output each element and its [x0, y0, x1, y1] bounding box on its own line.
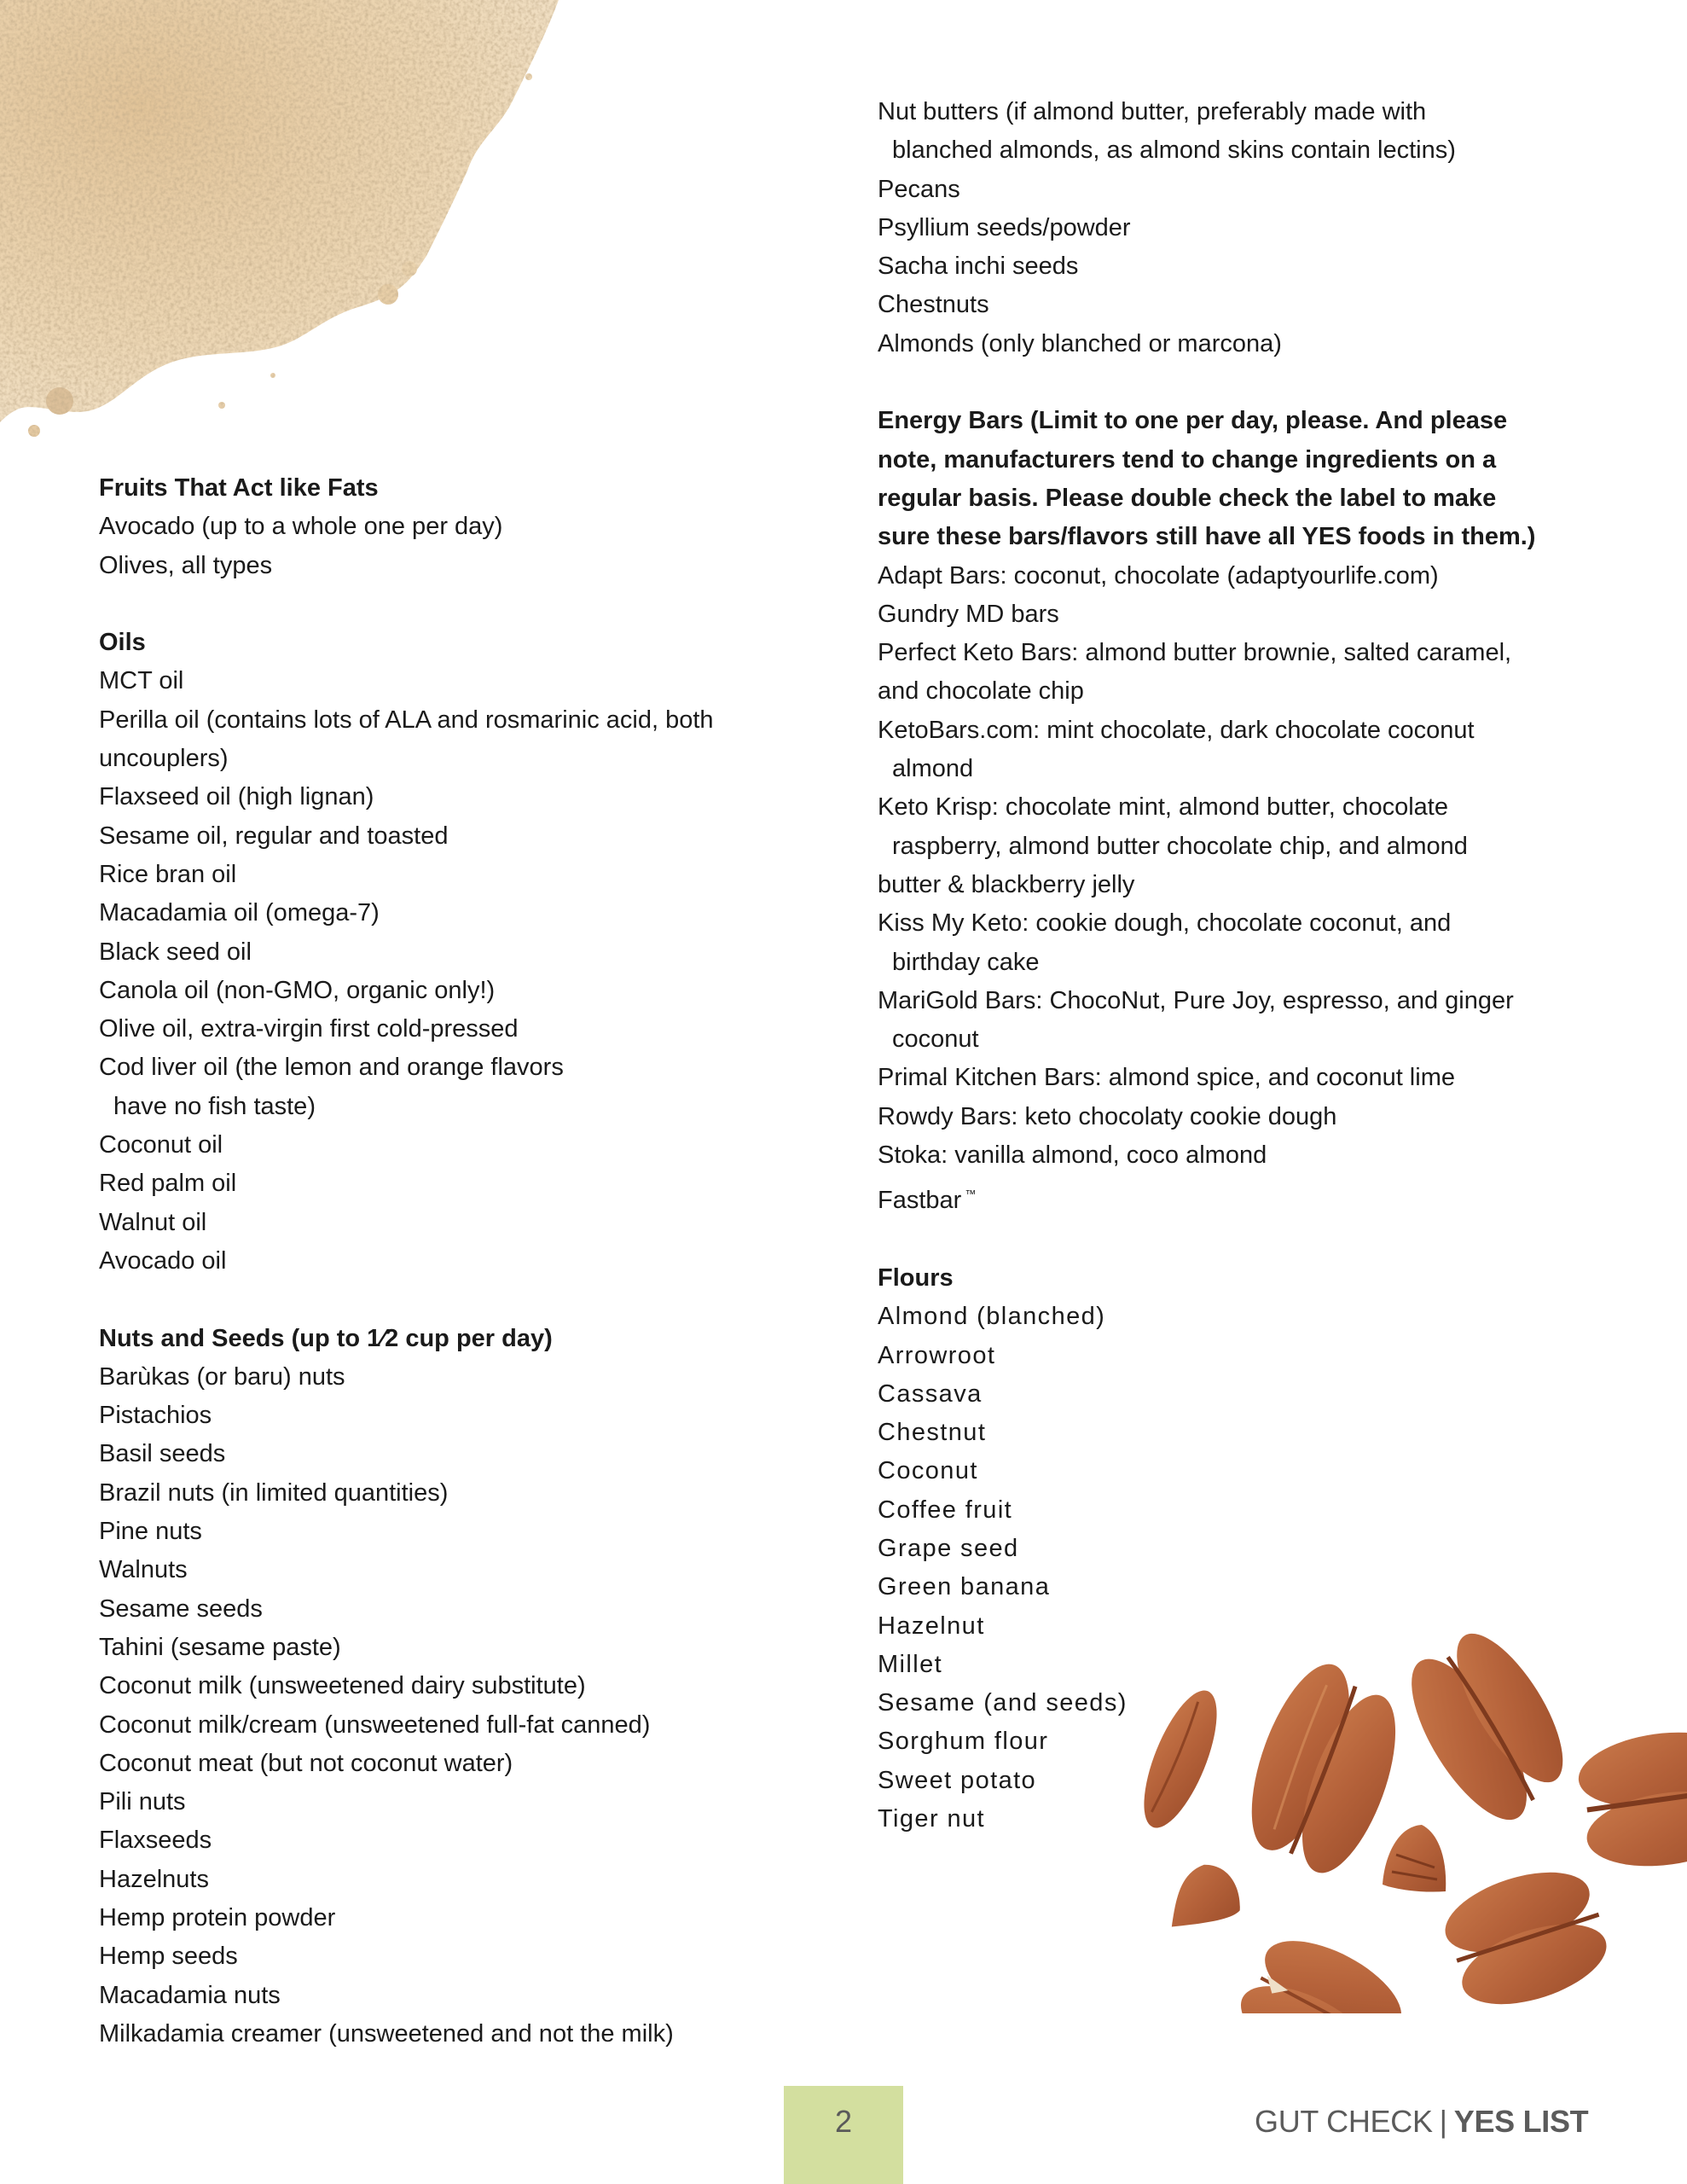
- list-item-text: [99, 856, 849, 894]
- item-text: Coconut: [878, 1457, 978, 1485]
- list-item-text: [878, 1684, 1628, 1722]
- list-item-text: [99, 1204, 849, 1242]
- list-item-text: [878, 1098, 1628, 1136]
- section-heading: Energy Bars (Limit to one per day, please. And please: [878, 407, 1508, 435]
- list-item-text: [878, 1800, 1628, 1838]
- list-item: [99, 1204, 849, 1242]
- item-text: Pistachios: [99, 1402, 212, 1430]
- list-item: [878, 93, 1628, 171]
- list-item: [99, 1899, 849, 1937]
- list-item-text: [99, 817, 849, 856]
- list-item: [99, 1165, 849, 1203]
- item-text: Adapt Bars: coconut, chocolate (adaptyourlife.com): [878, 561, 1439, 590]
- right-column: [878, 93, 1628, 1838]
- list-item: [878, 1452, 1628, 1490]
- pecan-piece-small: [1162, 1860, 1243, 1929]
- item-text: Coconut milk/cream (unsweetened full-fat canned): [99, 1711, 651, 1739]
- footer-title-bold: YES LIST: [1453, 2104, 1589, 2139]
- list-item-text: [878, 1298, 1628, 1336]
- item-text: Cod liver oil (the lemon and orange flavors: [99, 1054, 564, 1082]
- list-item-text: [99, 1048, 849, 1087]
- list-item: [99, 1010, 849, 1048]
- item-text: Olives, all types: [99, 551, 273, 579]
- item-text: Walnuts: [99, 1556, 188, 1584]
- item-text: Sesame (and seeds): [878, 1689, 1128, 1717]
- list-item-text: [99, 1821, 849, 1860]
- item-text: Tiger nut: [878, 1805, 985, 1833]
- list-item-text: [99, 1010, 849, 1048]
- list-item-text: [878, 1136, 1628, 1175]
- list-item-text: [99, 1126, 849, 1165]
- list-item-continuation: [878, 1020, 1628, 1059]
- list-item-text: [99, 972, 849, 1010]
- list-item: [878, 1568, 1628, 1606]
- item-text: Hazelnuts: [99, 1865, 209, 1893]
- list-item-text: [99, 547, 849, 585]
- list-item-text: [878, 982, 1628, 1020]
- item-text: Coconut oil: [99, 1131, 223, 1159]
- list-item: [99, 1706, 849, 1745]
- list-item-text: [99, 508, 849, 546]
- list-item: [99, 1358, 849, 1397]
- list-item-text: [878, 1059, 1628, 1097]
- list-item-text: [99, 1667, 849, 1705]
- list-item-continuation: [99, 740, 849, 778]
- list-item: [878, 1762, 1628, 1800]
- list-item-text: [99, 1861, 849, 1899]
- item-text: Sacha inchi seeds: [878, 253, 1079, 281]
- list-item-text: [878, 1175, 1628, 1220]
- item-text: Green banana: [878, 1573, 1051, 1601]
- item-text: MariGold Bars: ChocoNut, Pure Joy, espresso, and ginger: [878, 986, 1514, 1014]
- list-item-text: [99, 662, 849, 700]
- item-text: Arrowroot: [878, 1341, 996, 1369]
- list-item-text: [99, 1745, 849, 1783]
- list-item: [99, 778, 849, 816]
- item-text: KetoBars.com: mint chocolate, dark chocolate coconut: [878, 716, 1475, 744]
- list-item: [878, 1298, 1628, 1336]
- list-item-text: [99, 1937, 849, 1976]
- list-item-text: [878, 1762, 1628, 1800]
- list-item-text: [878, 1607, 1628, 1646]
- list-item: [99, 1745, 849, 1783]
- list-item-continuation: [878, 866, 1628, 904]
- section-heading: Oils: [99, 629, 146, 657]
- list-item-text: [878, 1414, 1628, 1452]
- list-item: [99, 662, 849, 700]
- list-item-text: [878, 712, 1628, 750]
- page-number: 2: [834, 2104, 853, 2139]
- item-text: Flaxseed oil (high lignan): [99, 783, 374, 811]
- item-text: Red palm oil: [99, 1170, 237, 1198]
- list-item: [878, 209, 1628, 247]
- item-text: Cassava: [878, 1380, 983, 1408]
- list-item: [878, 1722, 1628, 1761]
- item-text: Olive oil, extra-virgin first cold-pressed: [99, 1015, 519, 1043]
- list-item: [878, 982, 1628, 1060]
- section-nuts-and-seeds: [99, 1320, 849, 2054]
- list-item: [99, 894, 849, 932]
- list-item-text: [99, 894, 849, 932]
- list-item-text: [99, 1474, 849, 1513]
- item-text: Almond (blanched): [878, 1303, 1106, 1331]
- list-item: [99, 1861, 849, 1899]
- list-item: [878, 634, 1628, 712]
- item-text: Walnut oil: [99, 1208, 207, 1236]
- item-text: Macadamia nuts: [99, 1981, 281, 2009]
- list-item: [99, 1242, 849, 1281]
- list-item-text: [878, 788, 1628, 827]
- item-text: Avocado oil: [99, 1246, 227, 1275]
- item-text: Keto Krisp: chocolate mint, almond butter, chocolate: [878, 793, 1448, 822]
- trademark-symbol: ™: [965, 1188, 977, 1201]
- item-text: Hemp seeds: [99, 1943, 238, 1971]
- item-text: Almonds (only blanched or marcona): [878, 329, 1282, 357]
- list-item: [878, 1530, 1628, 1568]
- item-text: birthday cake: [892, 948, 1040, 976]
- item-text: blanched almonds, as almond skins contain lectins): [892, 136, 1456, 165]
- list-item: [99, 547, 849, 585]
- list-item-text: [878, 209, 1628, 247]
- list-item-text: [878, 1722, 1628, 1761]
- list-item-text: [878, 1646, 1628, 1684]
- list-item-text: [878, 1568, 1628, 1606]
- page-number-badge: [784, 2086, 903, 2184]
- item-text: Kiss My Keto: cookie dough, chocolate coconut, and: [878, 909, 1452, 938]
- section-oils: [99, 624, 849, 1281]
- item-text: almond: [892, 755, 974, 783]
- item-text: Pine nuts: [99, 1518, 202, 1546]
- list-item-text: [878, 286, 1628, 324]
- list-item: [878, 1375, 1628, 1414]
- item-text: Fastbar: [878, 1187, 962, 1215]
- item-text: Coconut meat (but not coconut water): [99, 1749, 513, 1777]
- item-text: Primal Kitchen Bars: almond spice, and coconut lime: [878, 1064, 1455, 1092]
- list-item: [99, 1397, 849, 1435]
- list-item: [99, 1783, 849, 1821]
- list-item: [878, 1607, 1628, 1646]
- list-item: [878, 1800, 1628, 1838]
- list-item: [99, 1937, 849, 1976]
- item-text: butter & blackberry jelly: [878, 870, 1135, 898]
- item-text: Brazil nuts (in limited quantities): [99, 1478, 449, 1507]
- almond-flour-image: [0, 0, 597, 444]
- list-item-text: [99, 1977, 849, 2015]
- section-heading: Nuts and Seeds (up to 1⁄2 cup per day): [99, 1324, 553, 1352]
- list-item: [878, 171, 1628, 209]
- list-item: [878, 1059, 1628, 1097]
- list-item-text: [878, 904, 1628, 943]
- footer-title-regular: GUT CHECK: [1255, 2104, 1433, 2139]
- list-item-text: [878, 93, 1628, 131]
- list-item: [99, 2015, 849, 2053]
- list-item: [99, 1821, 849, 1860]
- item-text: Coffee fruit: [878, 1496, 1013, 1524]
- item-text: Gundry MD bars: [878, 600, 1059, 628]
- pecan-middle: [1435, 1856, 1618, 2013]
- list-item-text: [878, 1491, 1628, 1530]
- list-item: [99, 1048, 849, 1126]
- list-item-text: [99, 701, 849, 740]
- section-heading: Fruits That Act like Fats: [99, 474, 379, 502]
- list-item-text: [878, 171, 1628, 209]
- item-text: Macadamia oil (omega-7): [99, 899, 380, 927]
- list-item-text: [878, 325, 1628, 363]
- list-item: [878, 1175, 1628, 1220]
- list-item: [878, 595, 1628, 634]
- list-item-text: [99, 1513, 849, 1551]
- list-item: [878, 904, 1628, 982]
- item-text: Hemp protein powder: [99, 1903, 336, 1931]
- list-item: [99, 1126, 849, 1165]
- item-text: Perilla oil (contains lots of ALA and rosmarinic acid, both: [99, 706, 714, 734]
- list-item-text: [878, 247, 1628, 286]
- item-text: Coconut milk (unsweetened dairy substitute): [99, 1672, 586, 1700]
- item-text: Sesame seeds: [99, 1594, 263, 1623]
- item-text: Barùkas (or baru) nuts: [99, 1362, 345, 1391]
- item-text: Pecans: [878, 175, 960, 203]
- list-item: [878, 712, 1628, 789]
- list-item: [99, 701, 849, 779]
- item-text: have no fish taste): [113, 1092, 316, 1120]
- item-text: Tahini (sesame paste): [99, 1633, 341, 1661]
- list-item-text: [99, 1629, 849, 1667]
- item-text: Chestnuts: [878, 291, 989, 319]
- list-item-continuation: [878, 750, 1628, 788]
- section-flours: [878, 1259, 1628, 1838]
- list-item: [99, 1551, 849, 1589]
- list-item-text: [99, 1590, 849, 1629]
- list-item: [878, 1136, 1628, 1175]
- list-item-text: [878, 1375, 1628, 1414]
- item-text: coconut: [892, 1025, 979, 1054]
- item-text: Chestnut: [878, 1419, 987, 1447]
- list-item: [99, 856, 849, 894]
- footer-separator: |: [1439, 2104, 1447, 2139]
- item-text: Sesame oil, regular and toasted: [99, 822, 449, 850]
- list-item-continuation: [878, 672, 1628, 711]
- list-item: [878, 247, 1628, 286]
- list-item: [99, 1590, 849, 1629]
- list-item-text: [878, 557, 1628, 595]
- list-item-continuation: [99, 1088, 849, 1126]
- list-item-text: [99, 1551, 849, 1589]
- section-heading: Flours: [878, 1263, 954, 1292]
- left-column: [99, 469, 849, 2053]
- item-text: Nut butters (if almond butter, preferably made with: [878, 98, 1427, 125]
- list-item-text: [99, 1397, 849, 1435]
- section-heading: regular basis. Please double check the label to make: [878, 484, 1497, 512]
- list-item: [878, 1684, 1628, 1722]
- list-item-continuation: [878, 131, 1628, 170]
- footer-title: [1255, 2104, 1588, 2140]
- list-item: [878, 1491, 1628, 1530]
- item-text: MCT oil: [99, 667, 184, 695]
- item-text: Rowdy Bars: keto chocolaty cookie dough: [878, 1102, 1337, 1130]
- item-text: Millet: [878, 1650, 943, 1678]
- item-text: Flaxseeds: [99, 1827, 212, 1855]
- list-item: [99, 933, 849, 972]
- item-text: Sorghum flour: [878, 1728, 1049, 1756]
- item-text: Psyllium seeds/powder: [878, 213, 1131, 241]
- list-item: [99, 1629, 849, 1667]
- list-item-text: [99, 1899, 849, 1937]
- list-item-text: [99, 1358, 849, 1397]
- pecan-bottom-left: [1226, 1922, 1415, 2013]
- list-item-text: [99, 778, 849, 816]
- item-text: Grape seed: [878, 1534, 1019, 1562]
- item-text: Pili nuts: [99, 1788, 186, 1816]
- list-item: [99, 1513, 849, 1551]
- section-list: [878, 93, 1628, 363]
- item-text: Basil seeds: [99, 1440, 226, 1468]
- list-item-text: [878, 1452, 1628, 1490]
- list-item: [99, 817, 849, 856]
- item-text: Hazelnut: [878, 1612, 985, 1640]
- list-item-text: [878, 595, 1628, 634]
- list-item-text: [99, 2015, 849, 2053]
- list-item-text: [99, 1435, 849, 1473]
- list-item: [99, 1474, 849, 1513]
- section-heading: note, manufacturers tend to change ingredients on a: [878, 445, 1497, 473]
- list-item-text: [878, 634, 1628, 672]
- list-item: [878, 1414, 1628, 1452]
- list-item: [99, 1667, 849, 1705]
- list-item-text: [878, 1337, 1628, 1375]
- section-fruits-that-act-like-fats: [99, 469, 849, 585]
- item-text: Stoka: vanilla almond, coco almond: [878, 1141, 1267, 1170]
- list-item: [99, 972, 849, 1010]
- list-item: [878, 1337, 1628, 1375]
- list-item-text: [99, 1783, 849, 1821]
- item-text: Sweet potato: [878, 1766, 1037, 1794]
- item-text: raspberry, almond butter chocolate chip, and almond: [892, 832, 1468, 860]
- list-item-continuation: [878, 944, 1628, 982]
- list-item-text: [99, 1706, 849, 1745]
- list-item: [99, 1435, 849, 1473]
- list-item: [878, 286, 1628, 324]
- list-item: [878, 788, 1628, 904]
- list-item: [99, 508, 849, 546]
- list-item: [878, 557, 1628, 595]
- list-item-text: [99, 1242, 849, 1281]
- item-text: Canola oil (non-GMO, organic only!): [99, 976, 496, 1004]
- list-item: [878, 1646, 1628, 1684]
- list-item: [99, 1977, 849, 2015]
- list-item: [878, 1098, 1628, 1136]
- item-text: and chocolate chip: [878, 677, 1084, 706]
- item-text: Rice bran oil: [99, 860, 237, 888]
- list-item-text: [99, 1165, 849, 1203]
- list-item-continuation: [878, 828, 1628, 866]
- item-text: Perfect Keto Bars: almond butter brownie, salted caramel,: [878, 639, 1512, 667]
- list-item: [878, 325, 1628, 363]
- section-heading: sure these bars/flavors still have all YES foods in them.): [878, 523, 1536, 551]
- item-text: Black seed oil: [99, 938, 252, 966]
- section-energy-bars: [878, 402, 1628, 1220]
- list-item-text: [878, 1530, 1628, 1568]
- item-text: uncouplers): [99, 745, 229, 773]
- list-item-text: [99, 933, 849, 972]
- item-text: Milkadamia creamer (unsweetened and not the milk): [99, 2019, 674, 2048]
- item-text: Avocado (up to a whole one per day): [99, 513, 503, 541]
